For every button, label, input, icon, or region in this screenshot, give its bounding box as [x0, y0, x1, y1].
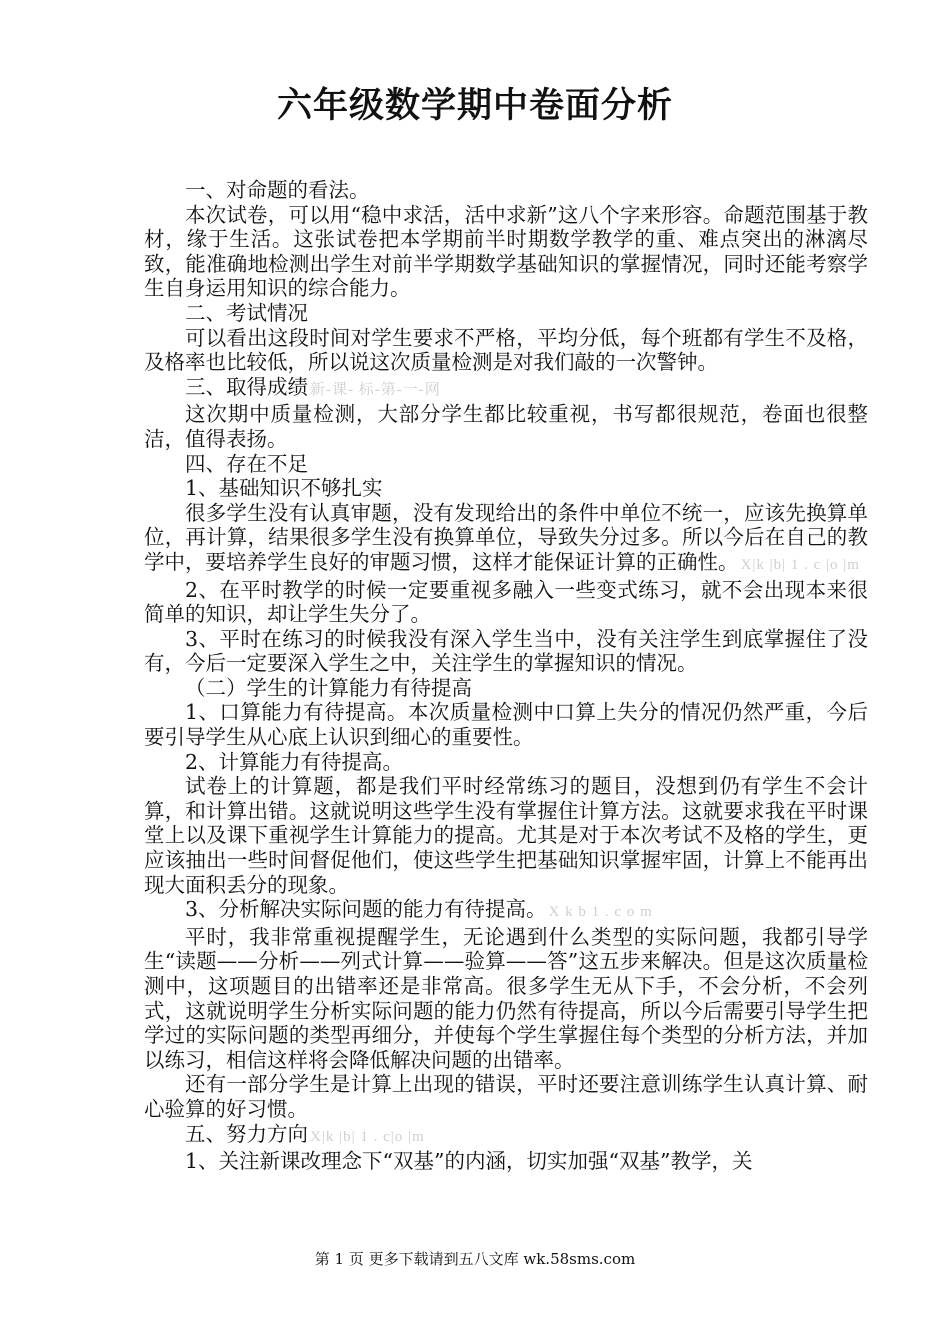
paragraph: 可以看出这段时间对学生要求不严格，平均分低，每个班都有学生不及格，及格率也比较低，所以说这次质量检测是对我们敲的一次警钟。: [144, 325, 868, 375]
subheading: 2、计算能力有待提高。: [185, 749, 404, 774]
heading-text: 三、取得成绩: [185, 374, 308, 399]
document-title: 六年级数学期中卷面分析: [276, 86, 673, 126]
section-heading-1: 一、对命题的看法。: [185, 178, 370, 202]
document-body: [144, 178, 868, 1174]
paragraph: 2、在平时教学的时候一定要重视多融入一些变式练习，就不会出现本来很简单的知识，却让学生失分了。: [144, 577, 868, 627]
subheading: [144, 897, 868, 925]
watermark-text: X|k |b| 1 . c|o |m: [310, 1128, 425, 1145]
heading-text: 五、努力方向: [185, 1121, 308, 1146]
paragraph: 还有一部分学生是计算上出现的错误，平时还要注意训练学生认真计算、耐心验算的好习惯。: [144, 1072, 868, 1121]
paragraph: [144, 501, 868, 578]
section-heading-2: 二、考试情况: [185, 300, 308, 325]
paragraph: 平时，我非常重视提醒学生，无论遇到什么类型的实际问题，我都引导学生“读题——分析——列式计算——验算——答”这五步来解决。但是这次质量检测中，这项题目的出错率还是非常高。很多学生无从下手，不会分析，不会列式，这就说明学生分析实际问题的能力仍然有待提高，所以今后需要引导学生把学过的实际问题的类型再细分，并使每个学生掌握住每个类型的分析方法，并加以练习，相信这样将会降低解决问题的出错率。: [144, 924, 868, 1072]
watermark-text: 新-课- 标-第-一-网: [310, 381, 441, 398]
paragraph: 1、口算能力有待提高。本次质量检测中口算上失分的情况仍然严重，今后要引导学生从心底上认识到细心的重要性。: [144, 700, 868, 750]
watermark-text: X|k |b| 1 . c |o |m: [740, 556, 860, 573]
page-footer: 第 1 页 更多下载请到五八文库 wk.58sms.com: [314, 1250, 636, 1268]
paragraph-text: 很多学生没有认真审题，没有发现给出的条件中单位不统一，应该先换算单位，再计算，结果很多学生没有换算单位，导致失分过多。所以今后在自己的教学中，要培养学生良好的审题习惯，这样才能保证计算的正确性。: [144, 500, 868, 574]
subheading-text: 3、分析解决实际问题的能力有待提高。: [185, 897, 547, 922]
paragraph: 1、关注新课改理念下“双基”的内涵，切实加强“双基”教学，关: [185, 1149, 753, 1174]
subheading: 1、基础知识不够扎实: [185, 476, 383, 501]
section-heading-5: [144, 1122, 868, 1150]
section-heading-3: [144, 375, 868, 403]
paragraph: 试卷上的计算题，都是我们平时经常练习的题目，没想到仍有学生不会计算，和计算出错。这就说明这些学生没有掌握住计算方法。这就要求我在平时课堂上以及课下重视学生计算能力的提高。尤其是对于本次考试不及格的学生，更应该抽出一些时间督促他们，使这些学生把基础知识掌握牢固，计算上不能再出现大面积丢分的现象。: [144, 774, 868, 897]
watermark-text: X k b 1 . c o m: [548, 904, 653, 921]
paragraph: 这次期中质量检测，大部分学生都比较重视，书写都很规范，卷面也很整洁，值得表扬。: [144, 402, 868, 451]
subheading: （二）学生的计算能力有待提高: [185, 675, 472, 700]
paragraph: 3、平时在练习的时候我没有深入学生当中，没有关注学生到底掌握住了没有，今后一定要深入学生之中，关注学生的掌握知识的情况。: [144, 626, 868, 676]
section-heading-4: 四、存在不足: [185, 451, 308, 476]
paragraph: 本次试卷，可以用“稳中求活，活中求新”这八个字来形容。命题范围基于教材，缘于生活。这张试卷把本学期前半时期数学教学的重、难点突出的淋漓尽致，能准确地检测出学生对前半学期数学基础知识的掌握情况，同时还能考察学生自身运用知识的综合能力。: [144, 202, 868, 301]
